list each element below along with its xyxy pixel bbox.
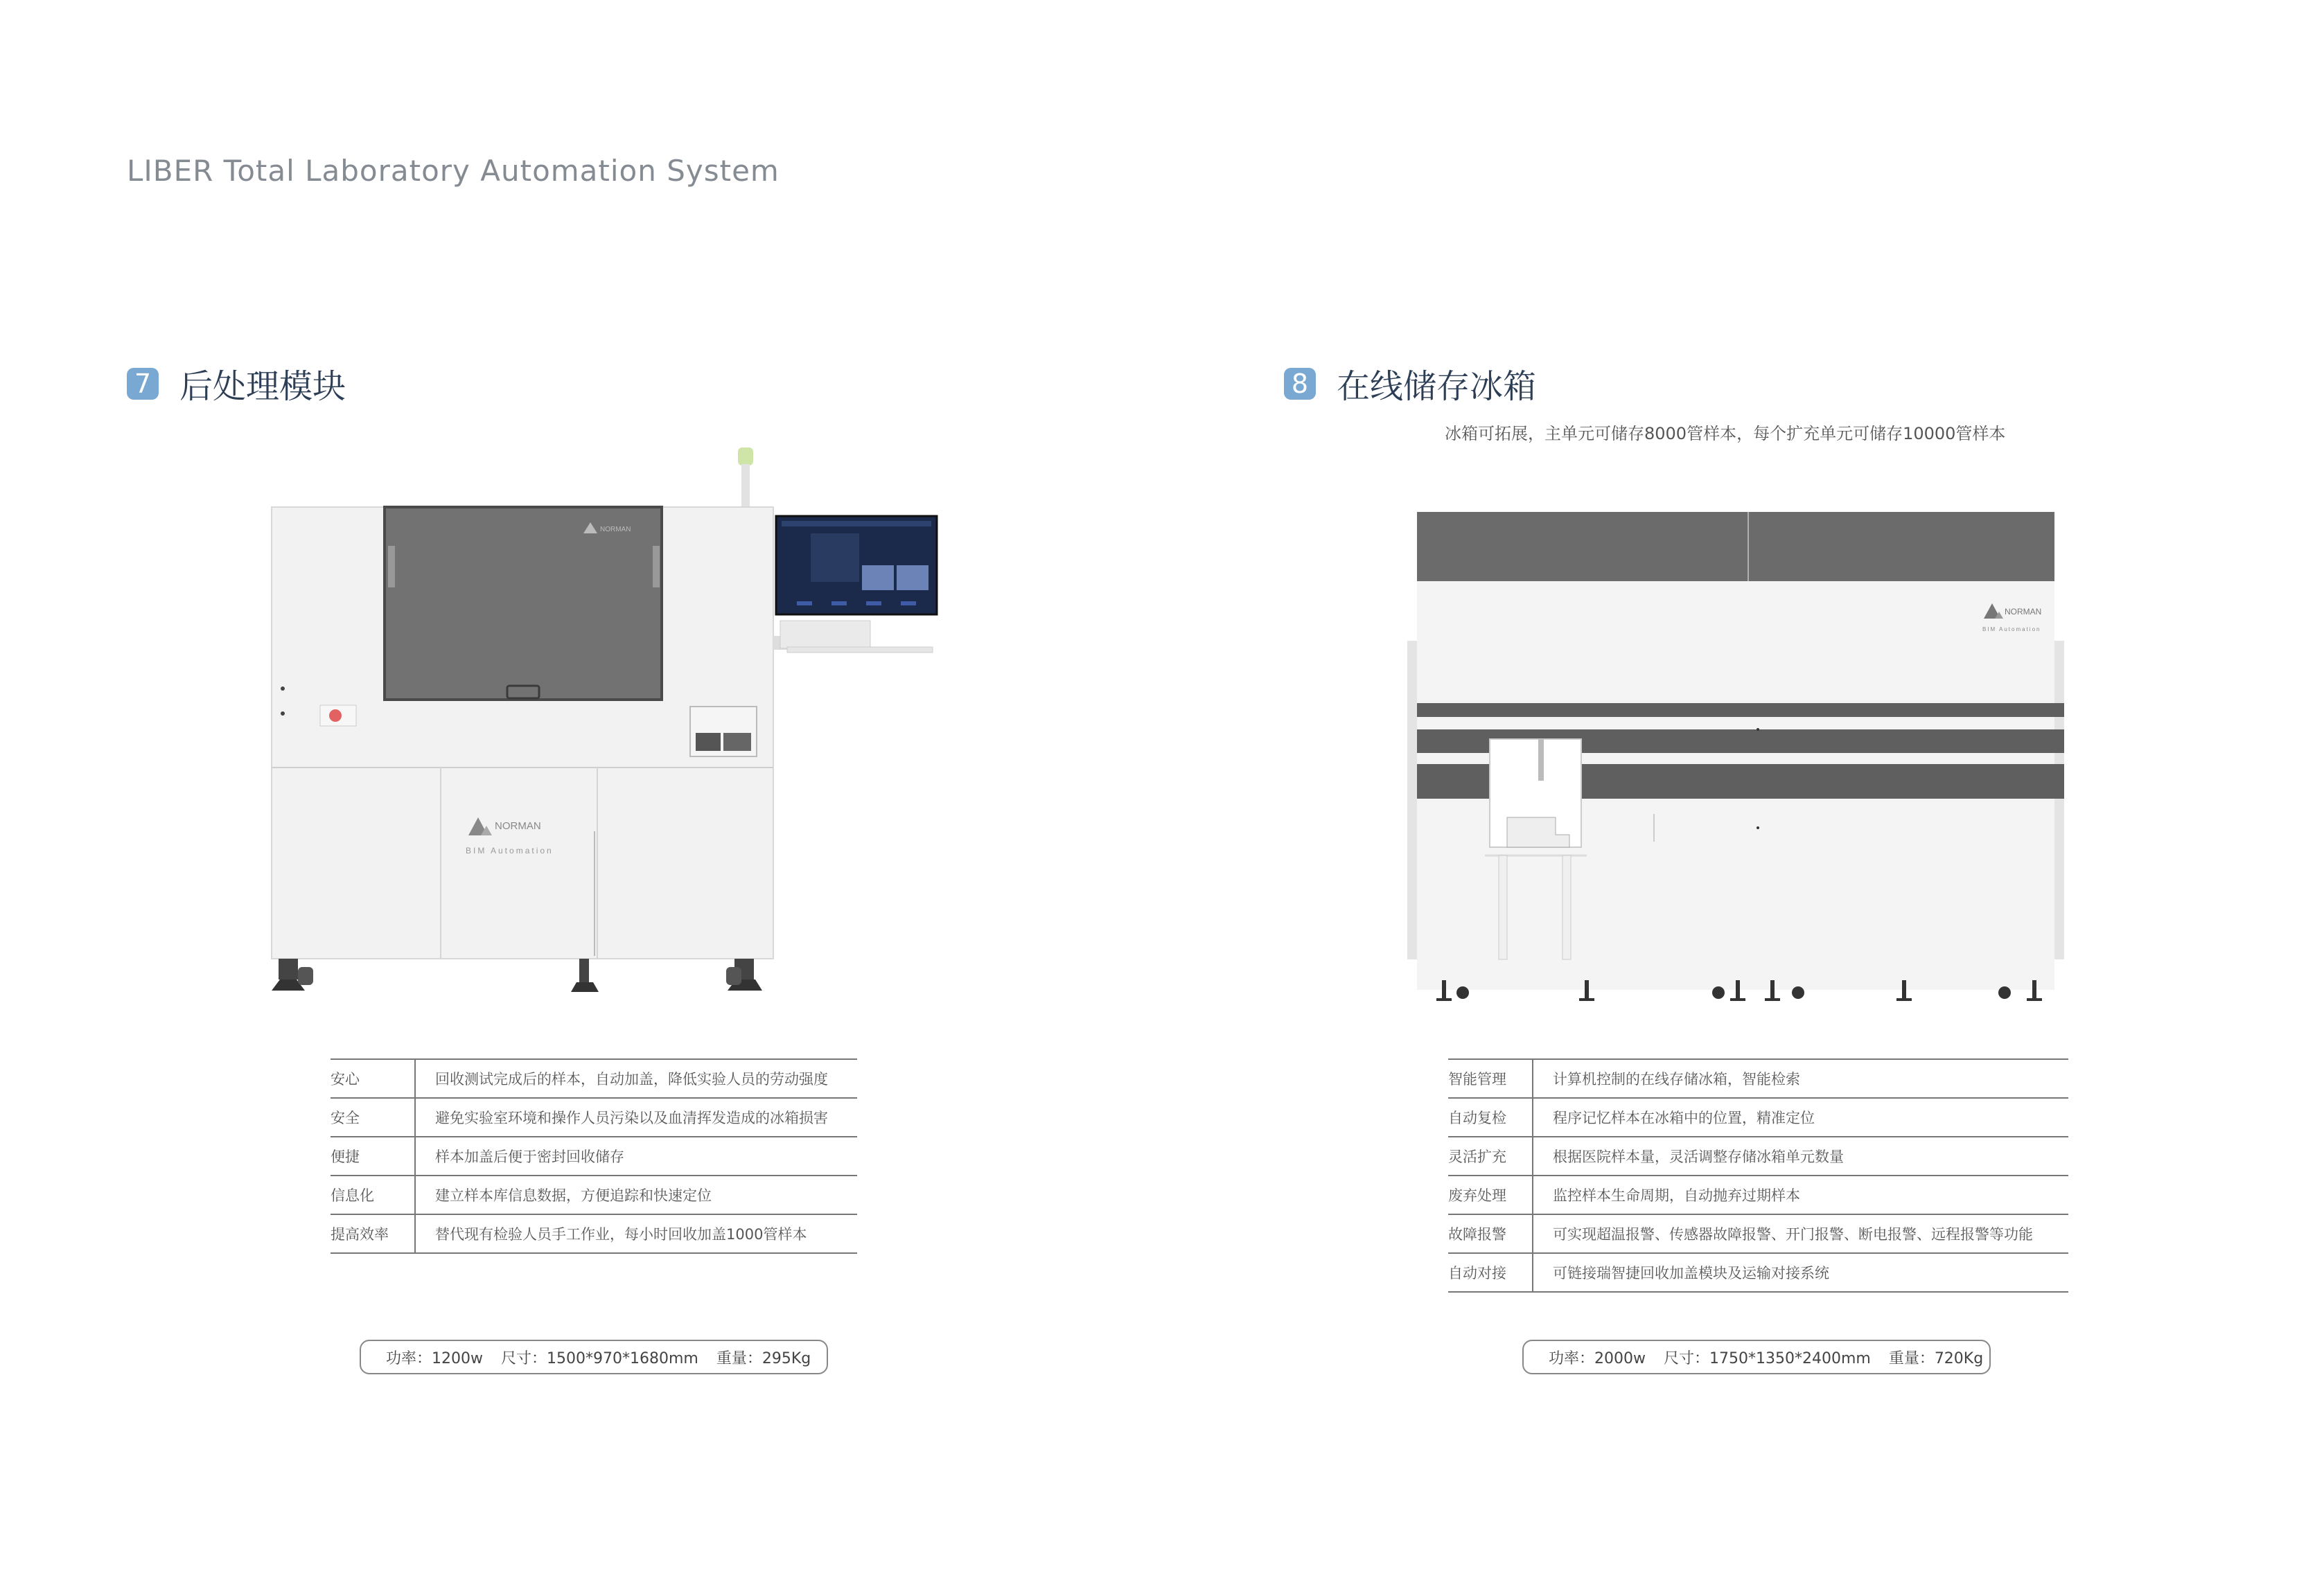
table-row: [331, 1137, 857, 1176]
table-row: [1448, 1098, 2068, 1137]
weight-spec: 重量：720Kg: [1888, 1349, 1984, 1367]
weight-spec: 重量：295Kg: [716, 1349, 811, 1367]
section-8-heading: [1284, 360, 1536, 407]
table-row: [331, 1176, 857, 1214]
section-8-number-badge: 8: [1284, 368, 1316, 400]
emergency-stop-button: [329, 709, 342, 722]
section-7-title: 后处理模块: [179, 367, 346, 406]
feature-key: 废弃处理: [1448, 1176, 1533, 1214]
feature-value: 可链接瑞智捷回收加盖模块及运输对接系统: [1553, 1265, 1829, 1282]
table-row: [1448, 1137, 2068, 1176]
section-8-subtitle: 冰箱可拓展，主单元可储存8000管样本，每个扩充单元可储存10000管样本: [1445, 424, 2006, 443]
table-row: [1448, 1176, 2068, 1214]
cabinet-logo-text: NORMAN: [495, 820, 541, 832]
cabinet-tagline: BIM Automation: [466, 846, 554, 855]
table-row: [331, 1098, 857, 1137]
feature-key: 智能管理: [1448, 1059, 1533, 1098]
feature-key: 安全: [331, 1098, 415, 1137]
section-8-title: 在线储存冰箱: [1337, 367, 1537, 406]
feature-value: 替代现有检验人员手工作业，每小时回收加盖1000管样本: [435, 1226, 807, 1243]
feature-value: 计算机控制的在线存储冰箱，智能检索: [1553, 1071, 1800, 1088]
feature-value: 样本加盖后便于密封回收储存: [435, 1149, 624, 1165]
feature-key: 信息化: [331, 1176, 415, 1214]
feature-value: 程序记忆样本在冰箱中的位置，精准定位: [1553, 1110, 1815, 1126]
section-8-spec-pill: [1522, 1340, 1991, 1374]
post-processing-module-image: [263, 443, 942, 1004]
feature-key: 故障报警: [1448, 1214, 1533, 1253]
section-7-spec-pill: [360, 1340, 828, 1374]
section-8-feature-table: [1448, 1058, 2068, 1293]
size-spec: 尺寸：1500*970*1680mm: [500, 1349, 698, 1367]
page-header-title: LIBER Total Laboratory Automation System: [127, 154, 780, 188]
online-storage-fridge-image: [1403, 509, 2082, 1008]
feature-value: 可实现超温报警、传感器故障报警、开门报警、断电报警、远程报警等功能: [1553, 1226, 2033, 1243]
feature-value: 避免实验室环境和操作人员污染以及血清挥发造成的冰箱损害: [435, 1110, 828, 1126]
table-row: [1448, 1214, 2068, 1253]
feature-key: 自动复检: [1448, 1098, 1533, 1137]
fridge-tagline: BIM Automation: [1982, 626, 2041, 632]
feature-value: 根据医院样本量，灵活调整存储冰箱单元数量: [1553, 1149, 1844, 1165]
feature-key: 灵活扩充: [1448, 1137, 1533, 1176]
table-row: [331, 1214, 857, 1253]
size-spec: 尺寸：1750*1350*2400mm: [1663, 1349, 1871, 1367]
table-row: [331, 1059, 857, 1098]
section-7-feature-table: [331, 1058, 857, 1254]
fridge-top-panel: [1417, 512, 2054, 581]
feature-value: 回收测试完成后的样本，自动加盖，降低实验人员的劳动强度: [435, 1071, 828, 1088]
power-spec: 功率：1200w: [386, 1349, 483, 1367]
feature-key: 提高效率: [331, 1214, 415, 1253]
status-light-icon: [738, 447, 753, 466]
module-window: [385, 507, 662, 700]
feature-key: 便捷: [331, 1137, 415, 1176]
window-logo-text: NORMAN: [600, 526, 631, 533]
feature-value: 监控样本生命周期，自动抛弃过期样本: [1553, 1187, 1800, 1204]
feature-value: 建立样本库信息数据，方便追踪和快速定位: [435, 1187, 712, 1204]
section-7-heading: [127, 360, 346, 407]
power-spec: 功率：2000w: [1549, 1349, 1646, 1367]
section-7-number-badge: 7: [127, 368, 159, 400]
fridge-stripe: [1417, 703, 2064, 717]
feature-key: 自动对接: [1448, 1253, 1533, 1292]
table-row: [1448, 1059, 2068, 1098]
feature-key: 安心: [331, 1059, 415, 1098]
table-row: [1448, 1253, 2068, 1292]
fridge-logo-text: NORMAN: [2005, 607, 2042, 617]
